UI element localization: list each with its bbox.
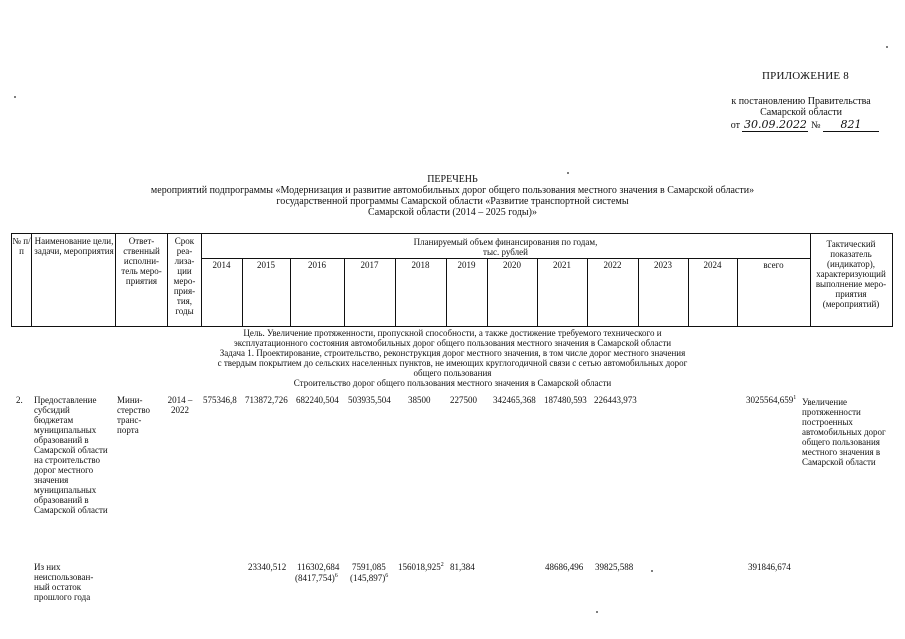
header-responsible: Ответ-ственный исполни-тель меро-приятия <box>121 236 162 286</box>
row-value-2018: 38500 <box>408 395 431 405</box>
header-total: всего <box>763 260 784 270</box>
number-sign: № <box>810 120 821 131</box>
date-prefix: от <box>730 120 740 131</box>
document-title <box>0 174 905 218</box>
row-name: Из них неиспользован-ный остаток прошлого года <box>34 562 94 602</box>
row-value-2020: 342465,368 <box>493 395 536 405</box>
decree-line-1: к постановлению Правительства <box>731 96 871 107</box>
task-line-2: с твердым покрытием до сельских населенных пунктов, не имеющих круглогодичной связи с сетью автомобильных дорог <box>217 358 688 368</box>
goal-text <box>0 328 905 388</box>
row-value-2014: 575346,8 <box>203 395 237 405</box>
row-value-2022: 39825,588 <box>595 562 634 572</box>
title-line-3: государственной программы Самарской области «Развитие транспортной системы <box>276 196 629 207</box>
header-year-2018: 2018 <box>411 260 430 270</box>
title-line-4: Самарской области (2014 – 2025 годы)» <box>368 207 537 218</box>
row-value-2021: 187480,593 <box>544 395 587 405</box>
footnote-2017: 6 <box>385 573 389 579</box>
header-funding-line-2: тыс. рублей <box>483 247 528 257</box>
value-2017-extra-text: (145,897) <box>350 573 386 583</box>
header-year-2014: 2014 <box>212 260 231 270</box>
header-funding-line-1: Планируемый объем финансирования по годам, <box>413 237 598 247</box>
header-year-2016: 2016 <box>308 260 326 270</box>
title-line-2: мероприятий подпрограммы «Модернизация и развитие автомобильных дорог общего пользования местного значения в Самарской области» <box>150 185 755 196</box>
date-value: 30.09.2022 <box>743 118 807 131</box>
row-value-2017-extra <box>350 573 388 583</box>
scan-speck <box>14 96 16 98</box>
header-year-2017: 2017 <box>360 260 379 270</box>
header-term: Срок реа-лиза-ции меро-прия-тия, годы <box>173 236 196 316</box>
task-line-1: Задача 1. Проектирование, строительство, реконструкция дорог местного значения, в том числе дорог местного значения <box>219 348 686 358</box>
row-value-total: 391846,674 <box>748 562 791 572</box>
header-year-2015: 2015 <box>257 260 275 270</box>
appendix-label: ПРИЛОЖЕНИЕ 8 <box>762 70 849 82</box>
decree-line-2: Самарской области <box>760 107 842 118</box>
row-value-2019: 227500 <box>450 395 477 405</box>
header-indicator: Тактический показатель (индикатор), характеризующий выполнение меро-приятия (мероприятий) <box>815 239 887 309</box>
row-responsible: Мини-стерство транс-порта <box>117 395 151 435</box>
header-year-2022: 2022 <box>603 260 622 270</box>
row-value-2015: 713872,726 <box>245 395 288 405</box>
goal-line-2: эксплуатационного состояния автомобильных дорог общего пользования местного значения в Самарской области <box>233 338 672 348</box>
scan-speck <box>596 611 598 613</box>
table-header <box>11 233 893 327</box>
total-footnote: 1 <box>793 395 797 401</box>
footnote-2018: 2 <box>440 562 444 568</box>
subsection-title: Строительство дорог общего пользования местного значения в Самарской области <box>293 378 612 388</box>
row-indicator: Увеличение протяженности построенных автомобильных дорог общего пользования местного значения в Самарской области <box>802 397 886 467</box>
row-value-2022: 226443,973 <box>594 395 637 405</box>
row-value-2016-extra <box>295 573 338 583</box>
header-year-2024: 2024 <box>703 260 722 270</box>
scan-speck <box>651 570 653 572</box>
footnote-2016: 6 <box>334 573 338 579</box>
header-year-2020: 2020 <box>503 260 521 270</box>
title-line-1: ПЕРЕЧЕНЬ <box>427 174 478 185</box>
total-value: 3025564,659 <box>746 395 794 405</box>
row-value-2021: 48686,496 <box>545 562 584 572</box>
scan-speck <box>886 46 888 48</box>
header-name: Наименование цели, задачи, мероприятия <box>34 236 114 256</box>
row-name: Предоставление субсидий бюджетам муниципальных образований в Самарской области на строительство дорог местного значения муниципальных образований в Самарской области <box>34 395 108 515</box>
row-value-2019: 81,384 <box>450 562 475 572</box>
scan-speck <box>567 172 569 174</box>
value-2016-extra-text: (8417,754) <box>295 573 335 583</box>
row-value-2017: 503935,504 <box>348 395 391 405</box>
header-year-2019: 2019 <box>457 260 476 270</box>
row-value-total <box>746 395 796 405</box>
row-no: 2. <box>16 395 23 405</box>
row-value-2015: 23340,512 <box>248 562 287 572</box>
number-value: 821 <box>823 118 879 132</box>
decree-reference <box>721 96 881 118</box>
task-line-3: общего пользования <box>413 368 492 378</box>
header-year-2021: 2021 <box>553 260 571 270</box>
row-value-2017: 7591,085 <box>352 562 386 572</box>
goal-line-1: Цель. Увеличение протяженности, пропускной способности, а также достижение требуемого технического и <box>243 328 662 338</box>
header-no: № п/п <box>12 236 31 256</box>
header-year-2023: 2023 <box>654 260 672 270</box>
decree-date-line <box>731 118 879 132</box>
value-2018-text: 156018,925 <box>398 562 441 572</box>
row-value-2018 <box>398 562 444 572</box>
row-value-2016: 116302,684 <box>297 562 340 572</box>
row-term: 2014 – 2022 <box>167 395 193 415</box>
row-value-2016: 682240,504 <box>296 395 339 405</box>
